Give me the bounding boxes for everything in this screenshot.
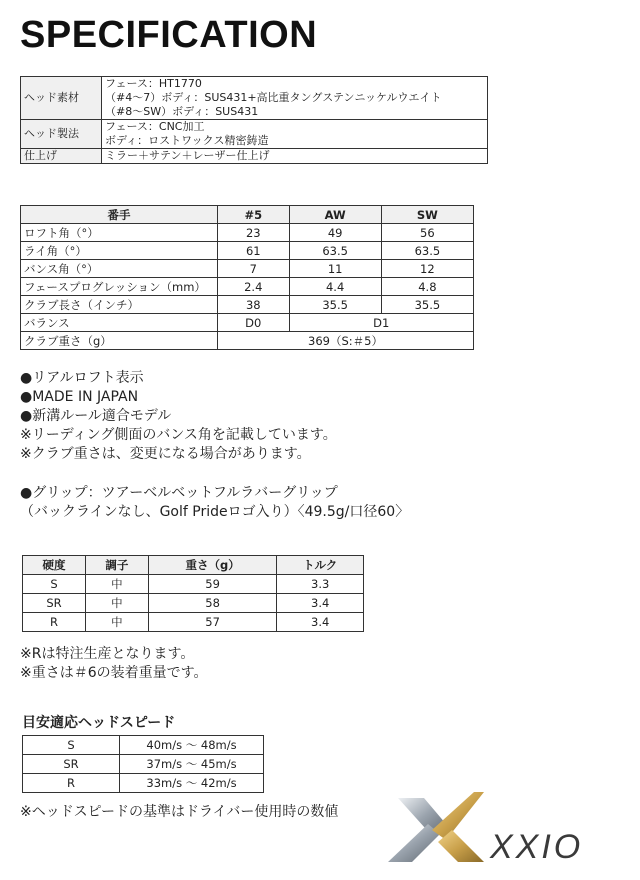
- cell: R: [23, 774, 120, 793]
- col-header: 番手: [21, 206, 218, 224]
- table-row: [21, 77, 488, 120]
- cell: 3.4: [277, 613, 364, 632]
- note-line: ●グリップ：ツアーベルベットフルラバーグリップ: [20, 485, 338, 501]
- cell: 61: [218, 242, 290, 260]
- cell: 4.8: [381, 278, 473, 296]
- shaft-table: [22, 555, 364, 632]
- cell: 4.4: [289, 278, 381, 296]
- row-label: バランス: [21, 314, 218, 332]
- cell-line: （#8～SW）ボディ：SUS431: [105, 105, 259, 118]
- row-label: ロフト角（°）: [21, 224, 218, 242]
- table-row: [21, 260, 474, 278]
- col-header: 硬度: [23, 556, 86, 575]
- table-row: [21, 149, 488, 164]
- table-row: [23, 774, 264, 793]
- cell: 59: [148, 575, 276, 594]
- cell: 49: [289, 224, 381, 242]
- row-label: ヘッド製法: [21, 120, 102, 149]
- cell: 3.4: [277, 594, 364, 613]
- note-line: ※クラブ重さは、変更になる場合があります。: [20, 446, 311, 462]
- note-line: ●MADE IN JAPAN: [20, 389, 139, 405]
- cell: 57: [148, 613, 276, 632]
- head-spec-table: [20, 76, 488, 164]
- note-line: （バックラインなし、Golf Prideロゴ入り）〈49.5g/口径60〉: [20, 504, 410, 520]
- logo-wordmark: XXIO: [490, 828, 584, 866]
- cell: SR: [23, 594, 86, 613]
- table-header-row: [21, 206, 474, 224]
- club-spec-table: [20, 205, 474, 350]
- col-header: AW: [289, 206, 381, 224]
- shaft-notes: [20, 645, 208, 683]
- cell: R: [23, 613, 86, 632]
- cell: 3.3: [277, 575, 364, 594]
- cell: 56: [381, 224, 473, 242]
- table-row: [23, 613, 364, 632]
- table-row: [21, 278, 474, 296]
- cell: 40m/s ～ 48m/s: [120, 736, 264, 755]
- cell: 中: [85, 613, 148, 632]
- xxio-logo: [388, 790, 628, 868]
- cell: D1: [289, 314, 473, 332]
- cell: SR: [23, 755, 120, 774]
- col-header: トルク: [277, 556, 364, 575]
- cell: 369（S:＃5）: [218, 332, 474, 350]
- row-label: 仕上げ: [21, 149, 102, 164]
- note-line: ●リアルロフト表示: [20, 370, 144, 386]
- note-line: ※Rは特注生産となります。: [20, 646, 195, 662]
- cell: 37m/s ～ 45m/s: [120, 755, 264, 774]
- cell: 33m/s ～ 42m/s: [120, 774, 264, 793]
- row-label: バンス角（°）: [21, 260, 218, 278]
- table-row: [23, 736, 264, 755]
- note-line: ※重さは＃6の装着重量です。: [20, 665, 208, 681]
- grip-notes: [20, 484, 409, 522]
- row-label: クラブ重さ（g）: [21, 332, 218, 350]
- row-label: ライ角（°）: [21, 242, 218, 260]
- cell: 23: [218, 224, 290, 242]
- table-row: [21, 242, 474, 260]
- table-row: [23, 755, 264, 774]
- speed-note: ※ヘッドスピードの基準はドライバー使用時の数値: [20, 804, 339, 820]
- col-header: 重さ（g）: [148, 556, 276, 575]
- cell: D0: [218, 314, 290, 332]
- table-row: [21, 120, 488, 149]
- row-label: ヘッド素材: [21, 77, 102, 120]
- note-line: ●新溝ルール適合モデル: [20, 408, 172, 424]
- cell: 63.5: [381, 242, 473, 260]
- cell: 12: [381, 260, 473, 278]
- cell: S: [23, 575, 86, 594]
- col-header: SW: [381, 206, 473, 224]
- cell-line: （#4～7）ボディ：SUS431+高比重タングステンニッケルウエイト: [105, 91, 442, 104]
- page-title: SPECIFICATION: [20, 14, 318, 56]
- table-row: [23, 594, 364, 613]
- note-line: ※リーディング側面のバンス角を記載しています。: [20, 427, 337, 443]
- row-label: クラブ長さ（インチ）: [21, 296, 218, 314]
- col-header: #5: [218, 206, 290, 224]
- row-value: [102, 149, 488, 164]
- table-row: [21, 296, 474, 314]
- cell: 中: [85, 594, 148, 613]
- table-row: [21, 314, 474, 332]
- row-value: [102, 77, 488, 120]
- feature-notes: [20, 369, 337, 464]
- cell: S: [23, 736, 120, 755]
- row-value: [102, 120, 488, 149]
- cell: 35.5: [289, 296, 381, 314]
- cell-line: フェース：HT1770: [105, 77, 202, 90]
- table-header-row: [23, 556, 364, 575]
- cell-line: ボディ：ロストワックス精密鋳造: [105, 134, 269, 147]
- table-row: [23, 575, 364, 594]
- speed-heading: 目安適応ヘッドスピード: [22, 715, 176, 731]
- cell: 38: [218, 296, 290, 314]
- cell: 35.5: [381, 296, 473, 314]
- cell: 11: [289, 260, 381, 278]
- cell: 2.4: [218, 278, 290, 296]
- cell: 中: [85, 575, 148, 594]
- table-row: [21, 224, 474, 242]
- cell: 63.5: [289, 242, 381, 260]
- row-label: フェースプログレッション（mm）: [21, 278, 218, 296]
- col-header: 調子: [85, 556, 148, 575]
- cell-line: フェース：CNC加工: [105, 120, 205, 133]
- cell: 7: [218, 260, 290, 278]
- cell: 58: [148, 594, 276, 613]
- table-row: [21, 332, 474, 350]
- cell-line: ミラー＋サテン＋レーザー仕上げ: [105, 149, 270, 162]
- head-speed-table: [22, 735, 264, 793]
